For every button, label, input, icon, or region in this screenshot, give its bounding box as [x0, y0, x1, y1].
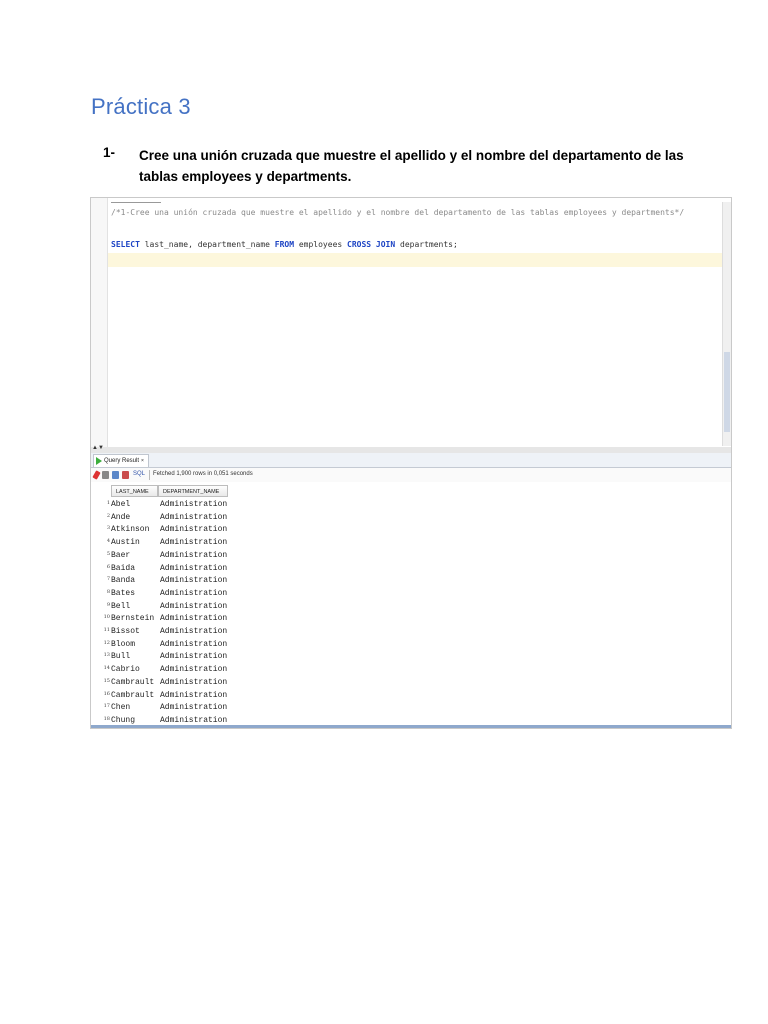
cell-department-name: Administration: [160, 563, 228, 573]
print-icon[interactable]: [102, 471, 109, 479]
cell-department-name: Administration: [160, 500, 228, 509]
cell-last-name: Atkinson: [111, 525, 150, 535]
table-row[interactable]: [91, 626, 391, 639]
cell-department-name: Administration: [160, 601, 228, 611]
cell-last-name: Abel: [111, 500, 131, 509]
fetch-status: Fetched 1,900 rows in 0,051 seconds: [153, 471, 253, 477]
cell-department-name: Administration: [160, 538, 228, 548]
row-number: 15: [103, 677, 110, 684]
row-number: 3: [106, 525, 110, 532]
row-number: 9: [106, 601, 110, 608]
table-row[interactable]: [91, 588, 391, 601]
table-row[interactable]: [91, 563, 391, 576]
cell-department-name: Administration: [160, 550, 228, 560]
row-number: 12: [103, 639, 110, 646]
table-row[interactable]: [91, 664, 391, 677]
table-row[interactable]: [91, 639, 391, 652]
pin-icon[interactable]: [92, 470, 100, 479]
cell-department-name: Administration: [160, 677, 228, 687]
col-header-last-name[interactable]: LAST_NAME: [111, 485, 158, 497]
cell-department-name: Administration: [160, 690, 228, 700]
cell-department-name: Administration: [160, 614, 228, 624]
cell-last-name: Cambrault: [111, 690, 155, 700]
row-number: 8: [106, 588, 110, 595]
cell-last-name: Cabrio: [111, 665, 140, 675]
page-title: Práctica 3: [91, 94, 191, 119]
cell-department-name: Administration: [160, 588, 228, 598]
cell-last-name: Ande: [111, 512, 131, 522]
bottom-border: [91, 725, 731, 728]
row-number: 6: [106, 563, 110, 570]
table-row[interactable]: [91, 651, 391, 664]
sql-button[interactable]: SQL: [133, 471, 146, 477]
sql-columns: last_name, department_name: [139, 240, 275, 249]
row-number: 4: [106, 538, 110, 545]
cell-last-name: Austin: [111, 538, 140, 548]
row-number: 7: [106, 576, 110, 583]
row-number: 14: [103, 665, 110, 672]
cell-last-name: Bloom: [111, 639, 136, 649]
cell-department-name: Administration: [160, 639, 228, 649]
results-tabbar: [91, 453, 731, 468]
cell-last-name: Bernstein: [111, 614, 155, 624]
row-number: 16: [103, 690, 110, 697]
row-number: 17: [103, 703, 110, 710]
row-number: 18: [103, 715, 110, 722]
tab-close-icon[interactable]: ×: [141, 458, 144, 464]
editor-top-tab: [111, 198, 161, 203]
kw-select: SELECT: [111, 240, 140, 249]
cell-department-name: Administration: [160, 715, 228, 725]
run-icon: [96, 457, 102, 465]
kw-from: FROM: [274, 240, 295, 249]
table-row[interactable]: [91, 575, 391, 588]
row-number: 5: [106, 550, 110, 557]
editor-scroll-thumb[interactable]: [724, 352, 730, 432]
cell-department-name: Administration: [160, 627, 228, 636]
sql-developer-screenshot: [90, 197, 732, 729]
col-header-department-name[interactable]: DEPARTMENT_NAME: [158, 485, 228, 497]
table-row[interactable]: [91, 702, 391, 715]
row-number: 11: [103, 627, 110, 633]
export-icon[interactable]: [122, 471, 129, 479]
cell-last-name: Bissot: [111, 627, 140, 636]
sql-table1: employees: [294, 240, 348, 249]
cell-last-name: Bull: [111, 652, 131, 662]
question-number: 1-: [103, 145, 116, 160]
cell-last-name: Bates: [111, 588, 136, 598]
cell-department-name: Administration: [160, 652, 228, 662]
cell-department-name: Administration: [160, 576, 228, 586]
cell-department-name: Administration: [160, 703, 228, 713]
table-row[interactable]: [91, 613, 391, 626]
editor-scrollbar[interactable]: [722, 202, 731, 446]
cell-last-name: Bell: [111, 601, 131, 611]
table-row[interactable]: [91, 512, 391, 525]
table-row[interactable]: [91, 601, 391, 614]
table-row[interactable]: [91, 550, 391, 563]
row-number: 10: [103, 614, 110, 621]
splitter-arrows-icon[interactable]: ▲▼: [92, 445, 104, 451]
tab-query-result-label: Query Result: [104, 458, 140, 464]
save-icon[interactable]: [112, 471, 119, 479]
results-toolbar: [91, 468, 731, 482]
table-row[interactable]: [91, 537, 391, 550]
question-text: Cree una unión cruzada que muestre el apellido y el nombre del departamento de las tablas employees y departments.: [139, 148, 684, 184]
kw-cross-join: CROSS JOIN: [347, 240, 396, 249]
current-line-highlight: [108, 253, 722, 267]
cell-last-name: Baer: [111, 550, 131, 560]
cell-department-name: Administration: [160, 525, 228, 535]
table-row[interactable]: [91, 677, 391, 690]
cell-department-name: Administration: [160, 512, 228, 522]
cell-department-name: Administration: [160, 665, 228, 675]
tab-query-result[interactable]: [93, 454, 149, 467]
table-row[interactable]: [91, 499, 391, 512]
table-row[interactable]: [91, 524, 391, 537]
sql-table2: departments;: [395, 240, 458, 249]
cell-last-name: Chen: [111, 703, 131, 713]
cell-last-name: Baida: [111, 563, 136, 573]
row-number: 13: [103, 652, 110, 659]
sql-statement: [111, 240, 458, 249]
row-number: 2: [106, 512, 110, 519]
cell-last-name: Banda: [111, 576, 136, 586]
sql-editor[interactable]: [91, 198, 731, 448]
table-row[interactable]: [91, 690, 391, 703]
row-number: 1: [106, 500, 110, 506]
cell-last-name: Chung: [111, 715, 136, 725]
sql-comment: /*1-Cree una unión cruzada que muestre el apellido y el nombre del departamento de las tablas employees y departments*/: [111, 208, 685, 217]
editor-gutter: [91, 198, 108, 447]
cell-last-name: Cambrault: [111, 677, 155, 687]
toolbar-divider: [149, 470, 150, 480]
